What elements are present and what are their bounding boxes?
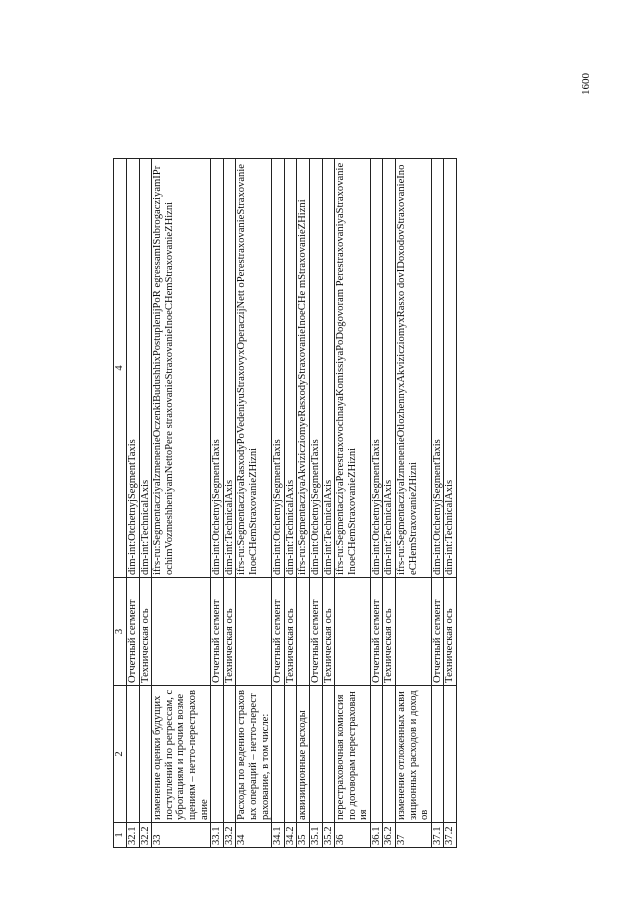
row-name: изменение оценки будущих поступлений по регрессам, суброгациям и прочим возмещениям – нетто-перестрахование — [152, 686, 211, 823]
row-name — [431, 686, 444, 823]
row-number: 37 — [396, 823, 432, 848]
row-code: dim-int:TechnicalAxis — [322, 159, 335, 578]
row-code: dim-int:TechnicalAxis — [444, 159, 457, 578]
row-name — [383, 686, 396, 823]
table-row — [127, 159, 140, 848]
row-name — [370, 686, 383, 823]
row-code: dim-int:TechnicalAxis — [284, 159, 297, 578]
row-segment: Техническая ось — [322, 578, 335, 686]
header-col-1: 1 — [114, 823, 127, 848]
row-name — [309, 686, 322, 823]
row-segment — [236, 578, 272, 686]
row-code: dim-int:OtchetnyjSegmentTaxis — [211, 159, 224, 578]
row-code: dim-int:OtchetnyjSegmentTaxis — [370, 159, 383, 578]
row-code: dim-int:OtchetnyjSegmentTaxis — [431, 159, 444, 578]
row-name: изменение отложенных аквизиционных расходов и доходов — [396, 686, 432, 823]
row-number: 32.1 — [127, 823, 140, 848]
row-segment: Отчетный сегмент — [370, 578, 383, 686]
table-row — [383, 159, 396, 848]
page-number: 1600 — [580, 73, 592, 95]
row-number: 37.1 — [431, 823, 444, 848]
row-number: 36 — [335, 823, 371, 848]
row-segment: Техническая ось — [444, 578, 457, 686]
header-col-2: 2 — [114, 686, 127, 823]
row-segment: Техническая ось — [383, 578, 396, 686]
row-number: 33 — [152, 823, 211, 848]
row-segment: Отчетный сегмент — [272, 578, 285, 686]
row-segment: Техническая ось — [139, 578, 152, 686]
table-row — [309, 159, 322, 848]
row-segment: Отчетный сегмент — [127, 578, 140, 686]
row-number: 37.2 — [444, 823, 457, 848]
row-number: 35 — [297, 823, 310, 848]
table-row — [272, 159, 285, 848]
row-number: 32.2 — [139, 823, 152, 848]
row-number: 33.2 — [223, 823, 236, 848]
row-code: ifrs-ru:SegmentacziyaIzmenenieOczenkiBudushhixPostuplenijPoR egressamISubrogacziyamIProchimVozmeshheniyamNettoPere straxovanieStraxovanieInoeCHemStraxovanieZHizni — [152, 159, 211, 578]
row-code: dim-int:OtchetnyjSegmentTaxis — [127, 159, 140, 578]
segment-table — [113, 158, 457, 848]
row-code: dim-int:TechnicalAxis — [223, 159, 236, 578]
row-number: 34 — [236, 823, 272, 848]
row-number: 35.2 — [322, 823, 335, 848]
row-name — [284, 686, 297, 823]
row-code: ifrs-ru:SegmentacziyaRasxodyPoVedeniyuStraxovyxOperaczijNett oPerestraxovanieStraxovanieInoeCHemStraxovanieZHizni — [236, 159, 272, 578]
header-row — [114, 159, 127, 848]
header-col-3: 3 — [114, 578, 127, 686]
row-number: 34.1 — [272, 823, 285, 848]
table-row — [335, 159, 371, 848]
row-name: перестраховочная комиссия по договорам перестрахования — [335, 686, 371, 823]
row-name — [211, 686, 224, 823]
row-name: аквизиционные расходы — [297, 686, 310, 823]
table-row — [152, 159, 211, 848]
row-name — [272, 686, 285, 823]
row-segment: Отчетный сегмент — [211, 578, 224, 686]
row-segment: Отчетный сегмент — [309, 578, 322, 686]
row-name — [127, 686, 140, 823]
row-number: 33.1 — [211, 823, 224, 848]
table-row — [139, 159, 152, 848]
row-number: 34.2 — [284, 823, 297, 848]
row-segment: Отчетный сегмент — [431, 578, 444, 686]
row-segment: Техническая ось — [223, 578, 236, 686]
row-name — [223, 686, 236, 823]
row-segment — [335, 578, 371, 686]
table-row — [370, 159, 383, 848]
row-number: 36.2 — [383, 823, 396, 848]
row-code: ifrs-ru:SegmentacziyaPerestraxovochnayaKomissiyaPoDogovoram PerestraxovaniyaStraxovanieInoeCHemStraxovanieZHizni — [335, 159, 371, 578]
row-name — [444, 686, 457, 823]
row-name — [139, 686, 152, 823]
row-segment: Техническая ось — [284, 578, 297, 686]
table-row — [431, 159, 444, 848]
row-segment — [152, 578, 211, 686]
row-code: dim-int:TechnicalAxis — [383, 159, 396, 578]
row-name — [322, 686, 335, 823]
table-row — [322, 159, 335, 848]
table-row — [396, 159, 432, 848]
row-segment — [297, 578, 310, 686]
table-row — [211, 159, 224, 848]
table-row — [444, 159, 457, 848]
table-row — [236, 159, 272, 848]
row-code: ifrs-ru:SegmentacziyaAkvizicziomyeRasxodyStraxovanieInoeCHe mStraxovanieZHizni — [297, 159, 310, 578]
header-col-4: 4 — [114, 159, 127, 578]
row-code: dim-int:OtchetnyjSegmentTaxis — [309, 159, 322, 578]
table-body — [114, 159, 457, 848]
row-number: 35.1 — [309, 823, 322, 848]
row-code: dim-int:TechnicalAxis — [139, 159, 152, 578]
row-number: 36.1 — [370, 823, 383, 848]
table-row — [284, 159, 297, 848]
row-code: dim-int:OtchetnyjSegmentTaxis — [272, 159, 285, 578]
row-name: Расходы по ведению страховых операций – нетто-перестрахование, в том числе: — [236, 686, 272, 823]
table-row — [297, 159, 310, 848]
row-code: ifrs-ru:SegmentacziyaIzmenenieOtlozhennyxAkvizicziomyxRasxo dovIDoxodovStraxovanieInoeCHemStraxovanieZHizni — [396, 159, 432, 578]
row-segment — [396, 578, 432, 686]
table-row — [223, 159, 236, 848]
